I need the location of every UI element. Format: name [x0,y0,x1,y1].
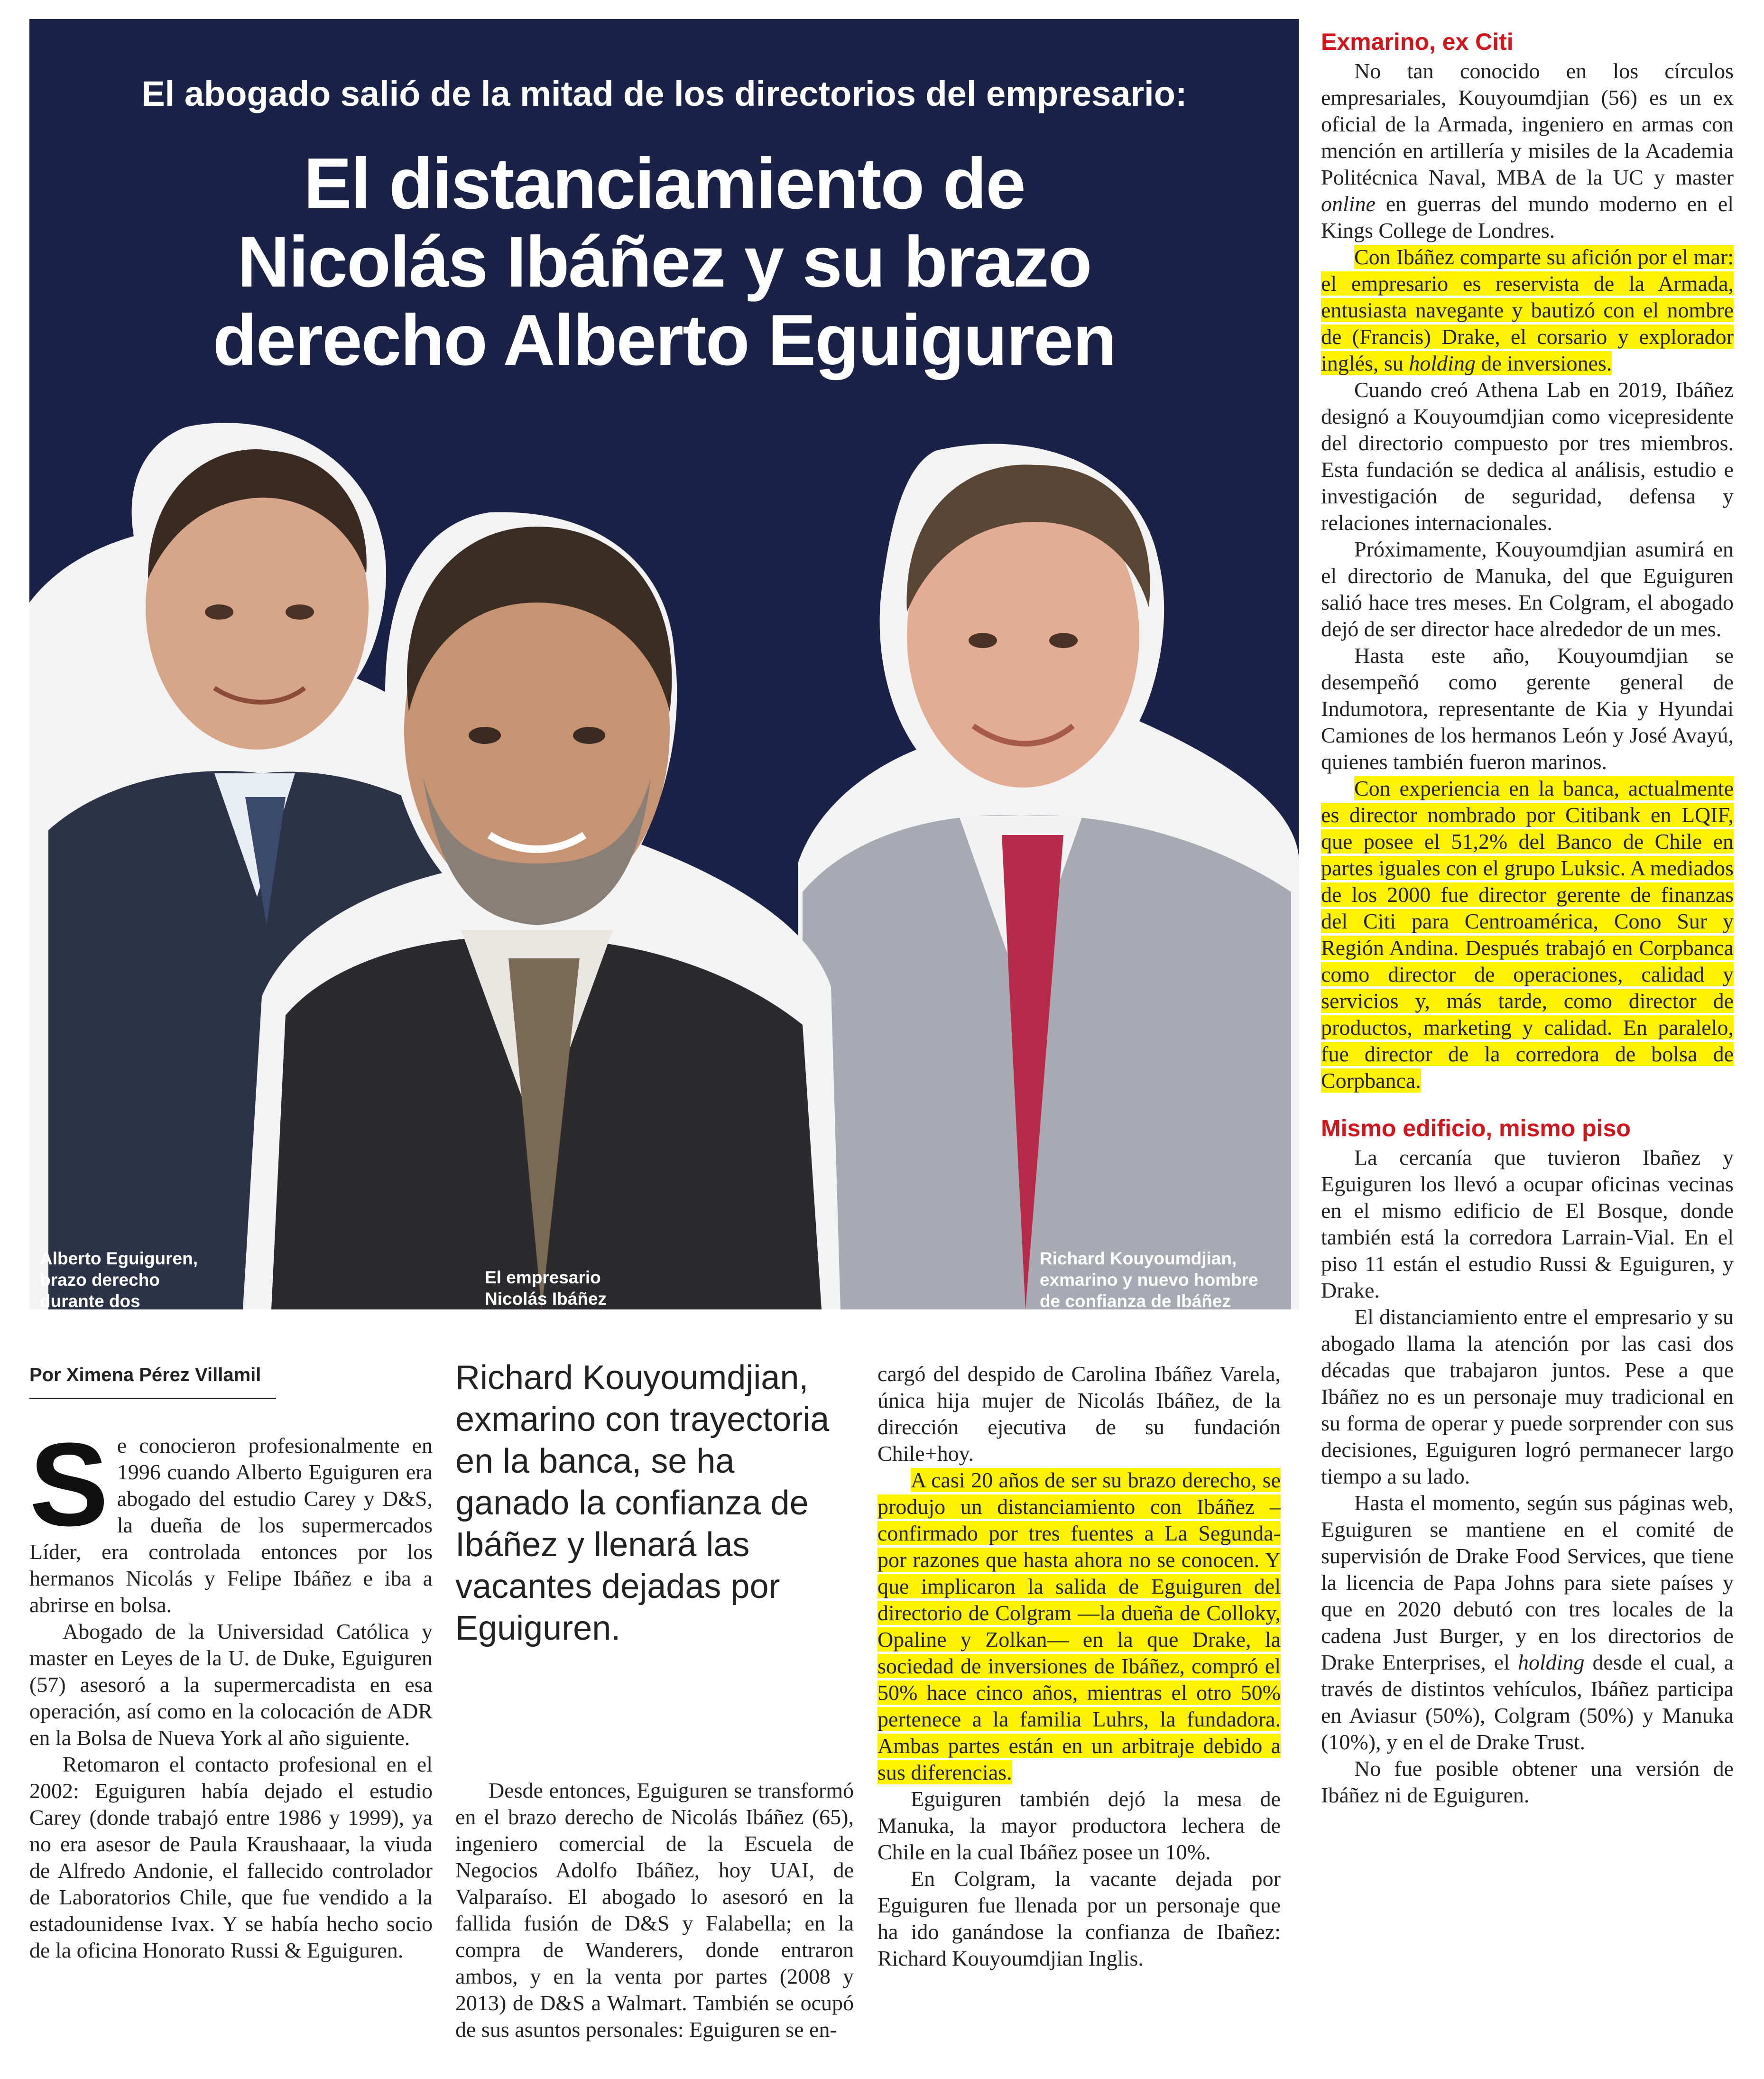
headline [29,145,1299,380]
paragraph: Desde entonces, Eguiguren se transformó en el brazo derecho de Nicolás Ibáñez (65), ingeniero comercial de la Escuela de Negocios Adolfo Ibáñez, hoy UAI, de Valparaíso. El abogado lo asesoró en la fallida fusión de D&S y Falabella; en la compra de Wanderers, donde entraron ambos, y en la venta por partes (2008 y 2013) de D&S a Walmart. También se ocupó de sus asuntos personales: Eguiguren se en- [455,1778,854,2042]
paragraph: Cuando creó Athena Lab en 2019, Ibáñez designó a Kouyoumdjian como vicepresidente del directorio compuesto por tres miembros. Esta fundación se dedica al análisis, estudio e investigación de seguridad, defensa y relaciones internacionales. [1321,378,1734,535]
caption-left: Alberto Eguiguren, brazo derecho durante dos décadas de Ibáñez. [40,1249,200,1332]
paragraph: Hasta este año, Kouyoumdjian se desempeñó como gerente general de Indumotora, representante de Kia y Hyundai Camiones de los hermanos León y José Avayú, quienes también fueron marinos. [1321,643,1734,774]
paragraph: Abogado de la Universidad Católica y master en Leyes de la U. de Duke, Eguiguren (57) asesoró a la supermercadista en esa operación, así como en la colocación de ADR en la Bolsa de Nueva York al año siguiente. [29,1619,433,1750]
kicker: El abogado salió de la mitad de los directorios del empresario: [141,74,1187,113]
caption-center: El empresario Nicolás Ibáñez [485,1268,607,1309]
column-2 [455,1357,854,2043]
subheading-mismo-edificio: Mismo edificio, mismo piso [1321,1115,1631,1142]
paragraph [1321,775,1734,1094]
paragraph: Próximamente, Kouyoumdjian asumirá en el directorio de Manuka, del que Eguiguren salió hace tres meses. En Colgram, el abogado dejó de ser director hace alrededor de un mes. [1321,537,1734,641]
paragraph [1321,244,1734,377]
pull-quote: Richard Kouyoumdjian, exmarino con trayectoria en la banca, se ha ganado la confianza de Ibáñez y llenará las vacantes dejadas por Eguiguren. [455,1359,830,1647]
highlighted-text: A casi 20 años de ser su brazo derecho, se produjo un distanciamiento con Ibáñez –confirmado por tres fuentes a La Segunda- por razones que hasta ahora no se conocen. Y que implicaron la salida de Eguiguren del directorio de Colgram —la dueña de Colloky, Opaline y Zolkan— en la que Drake, la sociedad de inversiones de Ibáñez, compró el 50% hace cinco años, mientras el otro 50% pertenece a la familia Luhrs, la fundadora. Ambas partes están en un arbitraje debido a sus diferencias. [877,1468,1281,1784]
paragraph: No tan conocido en los círculos empresariales, Kouyoumdjian (56) es un ex oficial de la Armada, ingeniero en armas con mención en artillería y misiles de la Academia Politécnica Naval, MBA de la UC y master online en guerras del mundo moderno en el Kings College de Londres. [1321,59,1734,242]
column-4 [1321,28,1734,1809]
paragraph: El distanciamiento entre el empresario y su abogado llama la atención por las casi dos décadas que trabajaron juntos. Pese a que Ibáñez no es un personaje muy tradicional en su forma de operar y puede sorprender con sus decisiones, Eguiguren logró permanecer largo tiempo a su lado. [1321,1305,1734,1488]
byline: Por Ximena Pérez Villamil [29,1364,261,1385]
highlighted-text: Con Ibáñez comparte su afición por el mar: el empresario es reservista de la Armada, entusiasta navegante y bautizó con el nombre de (Francis) Drake, el corsario y explorador inglés, su holding de inversiones. [1321,245,1734,375]
paragraph: No fue posible obtener una versión de Ibáñez ni de Eguiguren. [1321,1756,1734,1807]
paragraph: Se conocieron profesionalmente en 1996 cuando Alberto Eguiguren era abogado del estudio Carey y D&S, la dueña de los supermercados Líder, era controlada entonces por los hermanos Nicolás y Felipe Ibáñez e iba a abrirse en bolsa. [29,1418,433,1617]
column-1 [29,1362,433,1964]
photo-nicolas-ibanez [243,512,840,1309]
highlighted-text: Con experiencia en la banca, actualmente es director nombrado por Citibank en LQIF, que posee el 51,2% del Banco de Chile en partes iguales con el grupo Luksic. A mediados de los 2000 fue director gerente de finanzas del Citi para Centroamérica, Cono Sur y Región Andina. Después trabajó en Corpbanca como director de operaciones, calidad y servicios y, más tarde, como director de productos, marketing y calidad. En paralelo, fue director de la corredora de bolsa de Corpbanca. [1321,776,1734,1093]
paragraph: Hasta el momento, según sus páginas web, Eguiguren se mantiene en el comité de supervisión de Drake Food Services, que tiene la licencia de Papa Johns para siete países y que en 2020 debutó con tres locales de la cadena Just Burger, y en los directorios de Drake Enterprises, el holding desde el cual, a través de distintos vehículos, Ibáñez participa en Aviasur (50%), Colgram (50%) y Manuka (10%), y en el de Drake Trust. [1321,1491,1734,1754]
headline-line: derecho Alberto Eguiguren [212,300,1116,381]
column-3 [877,1361,1281,1972]
drop-cap: S [29,1418,109,1550]
byline-rule [29,1398,276,1399]
paragraph: cargó del despido de Carolina Ibáñez Varela, única hija mujer de Nicolás Ibáñez, de la dirección ejecutiva de su fundación Chile+hoy. [877,1362,1281,1466]
photo-richard-kouyoumdjian [798,436,1299,1309]
paragraph [877,1467,1281,1786]
paragraph: Eguiguren también dejó la mesa de Manuka, la mayor productora lechera de Chile en la cual Ibáñez posee un 10%. [877,1787,1281,1864]
subheading-exmarino: Exmarino, ex Citi [1321,28,1514,55]
caption-right: Richard Kouyoumdjian, exmarino y nuevo hombre de confianza de Ibáñez [1040,1249,1258,1311]
headline-line: El distanciamiento de [304,143,1025,224]
paragraph: La cercanía que tuvieron Ibañez y Eguiguren los llevó a ocupar oficinas vecinas en el mismo edificio de El Bosque, donde también está la corredora Larrain-Vial. En el piso 11 están el estudio Russi & Eguiguren, y Drake. [1321,1145,1734,1302]
headline-line: Nicolás Ibáñez y su brazo [237,222,1091,302]
hero-banner [29,19,1299,1332]
paragraph: En Colgram, la vacante dejada por Eguiguren fue llenada por un personaje que ha ido ganándose la confianza de Ibañez: Richard Kouyoumdjian Inglis. [877,1866,1281,1970]
paragraph: Retomaron el contacto profesional en el 2002: Eguiguren había dejado el estudio Carey (donde trabajó entre 1986 y 1999), ya no era asesor de Paula Kraushaaar, la viuda de Alfredo Andonie, el fallecido controlador de Laboratorios Chile, que fue vendido a la estadounidense Ivax. Y se había hecho socio de la oficina Honorato Russi & Eguiguren. [29,1752,433,1962]
